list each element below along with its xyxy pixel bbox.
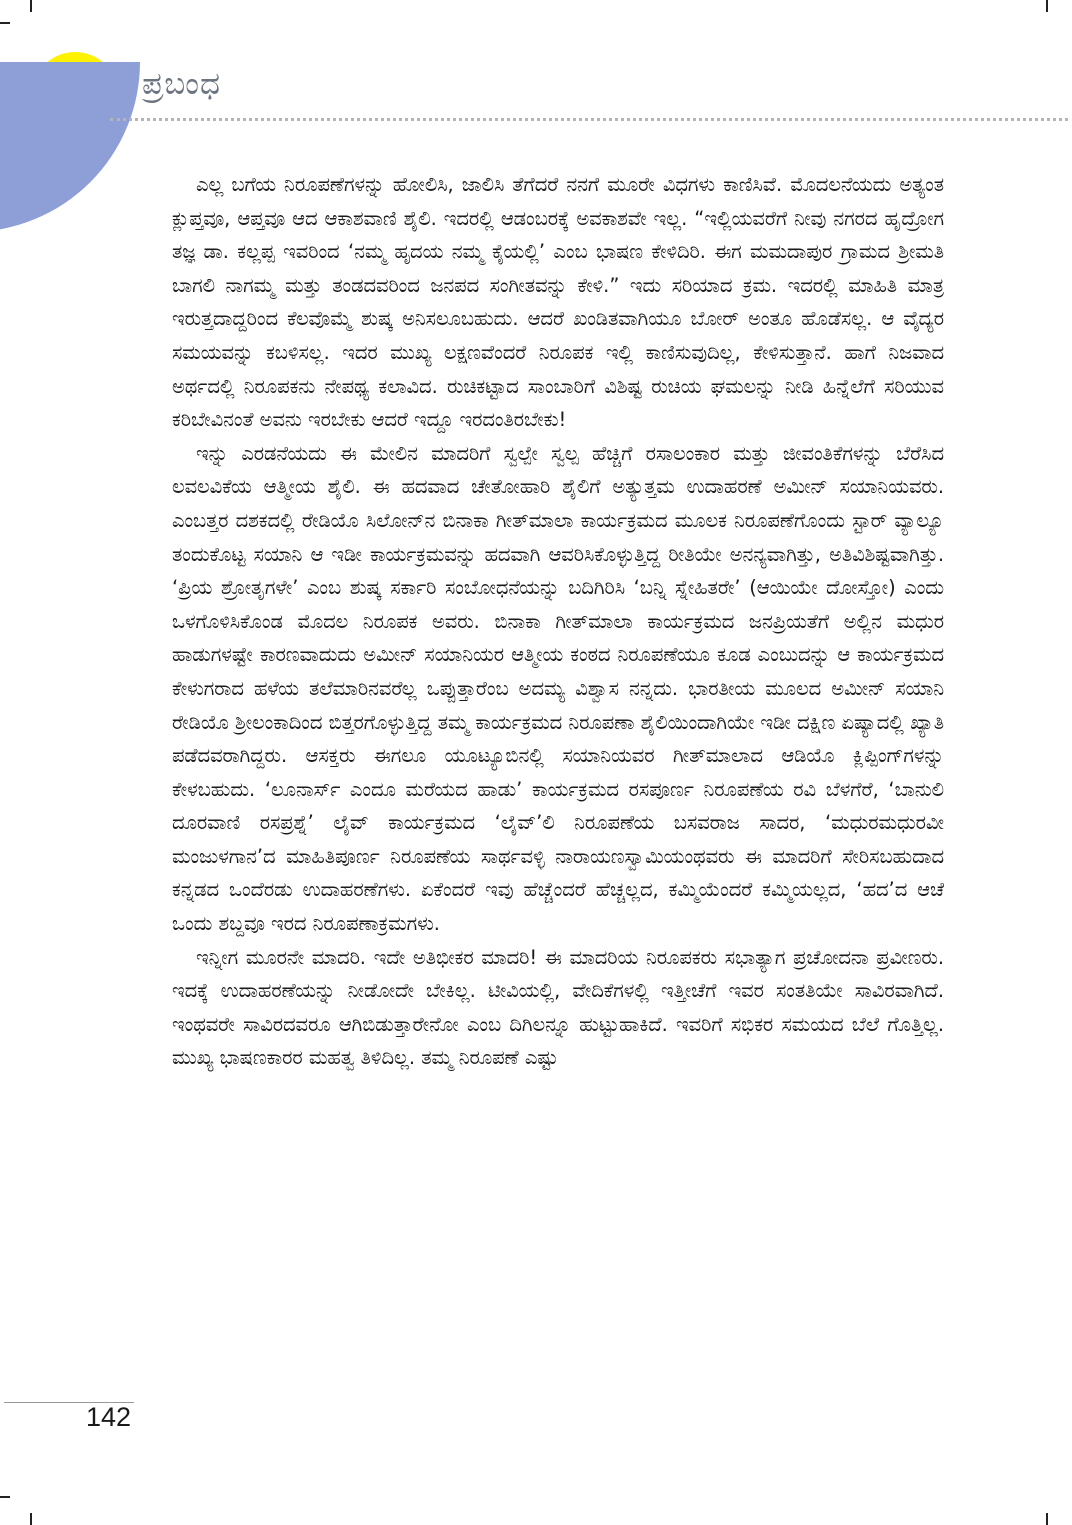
paragraph-3: ಇನ್ನೀಗ ಮೂರನೇ ಮಾದರಿ. ಇದೇ ಅತಿಭೀಕರ ಮಾದರಿ! ಈ ಮಾದರಿಯ ನಿರೂಪಕರು ಸಭಾತ್ಯಾಗ ಪ್ರಚೋದನಾ ಪ್ರವೀಣರು. ಇದಕ್ಕೆ ಉದಾಹರಣೆಯನ್ನು ನೀಡೋದೇ ಬೇಕಿಲ್ಲ. ಟೀವಿಯಲ್ಲಿ, ವೇದಿಕೆಗಳಲ್ಲಿ ಇತ್ತೀಚೆಗೆ ಇವರ ಸಂತತಿಯೇ ಸಾವಿರವಾಗಿದೆ. ಇಂಥವರೇ ಸಾವಿರದವರೂ ಆಗಿಬಿಡುತ್ತಾರೇನೋ ಎಂಬ ದಿಗಿಲನ್ನೂ ಹುಟ್ಟುಹಾಕಿದೆ. ಇವರಿಗೆ ಸಭಿಕರ ಸಮಯದ ಬೆಲೆ ಗೊತ್ತಿಲ್ಲ. ಮುಖ್ಯ ಭಾಷಣಕಾರರ ಮಹತ್ವ ತಿಳಿದಿಲ್ಲ. ತಮ್ಮ ನಿರೂಪಣೆ ಎಷ್ಟು xyxy=(172,945,944,1070)
crop-mark-left-lower xyxy=(0,1496,10,1498)
paragraph-1: ಎಲ್ಲ ಬಗೆಯ ನಿರೂಪಣೆಗಳನ್ನು ಹೋಲಿಸಿ, ಜಾಲಿಸಿ ತೆಗೆದರೆ ನನಗೆ ಮೂರೇ ವಿಧಗಳು ಕಾಣಿಸಿವೆ. ಮೊದಲನೆಯದು ಅತ್ಯಂತ ಕ್ಲುಪ್ತವೂ, ಆಪ್ತವೂ ಆದ ಆಕಾಶವಾಣಿ ಶೈಲಿ. ಇದರಲ್ಲಿ ಆಡಂಬರಕ್ಕೆ ಅವಕಾಶವೇ ಇಲ್ಲ. “ಇಲ್ಲಿಯವರೆಗೆ ನೀವು ನಗರದ ಹೃದ್ರೋಗ ತಜ್ಞ ಡಾ. ಕಲ್ಲಪ್ಪ ಇವರಿಂದ ‘ನಮ್ಮ ಹೃದಯ ನಮ್ಮ ಕೈಯಲ್ಲಿ’ ಎಂಬ ಭಾಷಣ ಕೇಳಿದಿರಿ. ಈಗ ಮಮದಾಪುರ ಗ್ರಾಮದ ಶ್ರೀಮತಿ ಬಾಗಲಿ ನಾಗಮ್ಮ ಮತ್ತು ತಂಡದವರಿಂದ ಜನಪದ ಸಂಗೀತವನ್ನು ಕೇಳಿ.” ಇದು ಸರಿಯಾದ ಕ್ರಮ. ಇದರಲ್ಲಿ ಮಾಹಿತಿ ಮಾತ್ರ ಇರುತ್ತದಾದ್ದರಿಂದ ಕೆಲವೊಮ್ಮೆ ಶುಷ್ಕ ಅನಿಸಲೂಬಹುದು. ಆದರೆ ಖಂಡಿತವಾಗಿಯೂ ಬೋರ್ ಅಂತೂ ಹೊಡೆಸಲ್ಲ. ಆ ವೈದ್ಯರ ಸಮಯವನ್ನು ಕಬಳಿಸಲ್ಲ. ಇದರ ಮುಖ್ಯ ಲಕ್ಷಣವೆಂದರೆ ನಿರೂಪಕ ಇಲ್ಲಿ ಕಾಣಿಸುವುದಿಲ್ಲ, ಕೇಳಿಸುತ್ತಾನೆ. ಹಾಗೆ ನಿಜವಾದ ಅರ್ಥದಲ್ಲಿ ನಿರೂಪಕನು ನೇಪಥ್ಯ ಕಲಾವಿದ. ರುಚಿಕಟ್ಟಾದ ಸಾಂಬಾರಿಗೆ ವಿಶಿಷ್ಟ ರುಚಿಯ ಘಮಲನ್ನು ನೀಡಿ ಹಿನ್ನೆಲೆಗೆ ಸರಿಯುವ ಕರಿಬೇವಿನಂತೆ ಅವನು ಇರಬೇಕು ಆದರೆ ಇದ್ದೂ ಇರದಂತಿರಬೇಕು! xyxy=(172,173,944,432)
article-body xyxy=(172,168,944,1075)
blue-quarter-shape xyxy=(0,62,140,232)
section-title: ಪ್ರಬಂಧ xyxy=(142,66,221,102)
crop-mark-bottom-right xyxy=(1046,1513,1048,1525)
paragraph-2: ಇನ್ನು ಎರಡನೆಯದು ಈ ಮೇಲಿನ ಮಾದರಿಗೆ ಸ್ವಲ್ಪೇ ಸ್ವಲ್ಪ ಹೆಚ್ಚಿಗೆ ರಸಾಲಂಕಾರ ಮತ್ತು ಜೀವಂತಿಕೆಗಳನ್ನು ಬೆರೆಸಿದ ಲವಲವಿಕೆಯ ಆತ್ಮೀಯ ಶೈಲಿ. ಈ ಹದವಾದ ಚೇತೋಹಾರಿ ಶೈಲಿಗೆ ಅತ್ಯುತ್ತಮ ಉದಾಹರಣೆ ಅಮೀನ್ ಸಯಾನಿಯವರು. ಎಂಬತ್ತರ ದಶಕದಲ್ಲಿ ರೇಡಿಯೊ ಸಿಲೋನ್‌ನ ಬಿನಾಕಾ ಗೀತ್‌ಮಾಲಾ ಕಾರ್ಯಕ್ರಮದ ಮೂಲಕ ನಿರೂಪಣೆಗೊಂದು ಸ್ಟಾರ್ ವ್ಯಾಲ್ಯೂ ತಂದುಕೊಟ್ಟ ಸಯಾನಿ ಆ ಇಡೀ ಕಾರ್ಯಕ್ರಮವನ್ನು ಹದವಾಗಿ ಆವರಿಸಿಕೊಳ್ಳುತ್ತಿದ್ದ ರೀತಿಯೇ ಅನನ್ಯವಾಗಿತ್ತು, ಅತಿವಿಶಿಷ್ಟವಾಗಿತ್ತು. ‘ಪ್ರಿಯ ಶ್ರೋತೃಗಳೇ’ ಎಂಬ ಶುಷ್ಕ ಸರ್ಕಾರಿ ಸಂಬೋಧನೆಯನ್ನು ಬದಿಗಿರಿಸಿ ‘ಬನ್ನಿ ಸ್ನೇಹಿತರೇ’ (ಆಯಿಯೇ ದೋಸ್ತೋ) ಎಂದು ಒಳಗೊಳಿಸಿಕೊಂಡ ಮೊದಲ ನಿರೂಪಕ ಅವರು. ಬಿನಾಕಾ ಗೀತ್‌ಮಾಲಾ ಕಾರ್ಯಕ್ರಮದ ಜನಪ್ರಿಯತೆಗೆ ಅಲ್ಲಿನ ಮಧುರ ಹಾಡುಗಳಷ್ಟೇ ಕಾರಣವಾದುದು ಅಮೀನ್ ಸಯಾನಿಯರ ಆತ್ಮೀಯ ಕಂಠದ ನಿರೂಪಣೆಯೂ ಕೂಡ ಎಂಬುದನ್ನು ಆ ಕಾರ್ಯಕ್ರಮದ ಕೇಳುಗರಾದ ಹಳೆಯ ತಲೆಮಾರಿನವರೆಲ್ಲ ಒಪ್ಪುತ್ತಾರೆಂಬ ಅದಮ್ಯ ವಿಶ್ವಾಸ ನನ್ನದು. ಭಾರತೀಯ ಮೂಲದ ಅಮೀನ್ ಸಯಾನಿ ರೇಡಿಯೊ ಶ್ರೀಲಂಕಾದಿಂದ ಬಿತ್ತರಗೊಳ್ಳುತ್ತಿದ್ದ ತಮ್ಮ ಕಾರ್ಯಕ್ರಮದ ನಿರೂಪಣಾ ಶೈಲಿಯಿಂದಾಗಿಯೇ ಇಡೀ ದಕ್ಷಿಣ ಏಷ್ಯಾದಲ್ಲಿ ಖ್ಯಾತಿ ಪಡೆದವರಾಗಿದ್ದರು. ಆಸಕ್ತರು ಈಗಲೂ ಯೂಟ್ಯೂಬಿನಲ್ಲಿ ಸಯಾನಿಯವರ ಗೀತ್‌ಮಾಲಾದ ಆಡಿಯೊ ಕ್ಲಿಪ್ಪಿಂಗ್‌ಗಳನ್ನು ಕೇಳಬಹುದು. ‘ಲೂನಾರ್ಸ್ ಎಂದೂ ಮರೆಯದ ಹಾಡು’ ಕಾರ್ಯಕ್ರಮದ ರಸಪೂರ್ಣ ನಿರೂಪಣೆಯ ರವಿ ಬೆಳಗೆರೆ, ‘ಬಾನುಲಿ ದೂರವಾಣಿ ರಸಪ್ರಶ್ನೆ’ ಲೈವ್ ಕಾರ್ಯಕ್ರಮದ ‘ಲೈವ್’ಲಿ ನಿರೂಪಣೆಯ ಬಸವರಾಜ ಸಾದರ, ‘ಮಧುರಮಧುರವೀ ಮಂಜುಳಗಾನ’ದ ಮಾಹಿತಿಪೂರ್ಣ ನಿರೂಪಣೆಯ ಸಾರ್ಥವಳ್ಳಿ ನಾರಾಯಣಸ್ವಾಮಿಯಂಥವರು ಈ ಮಾದರಿಗೆ ಸೇರಿಸಬಹುದಾದ ಕನ್ನಡದ ಒಂದೆರಡು ಉದಾಹರಣೆಗಳು. ಏಕೆಂದರೆ ಇವು ಹೆಚ್ಚೆಂದರೆ ಹೆಚ್ಚಲ್ಲದ, ಕಮ್ಮಿಯೆಂದರೆ ಕಮ್ಮಿಯಲ್ಲದ, ‘ಹದ’ದ ಆಚೆ ಒಂದು ಶಬ್ದವೂ ಇರದ ನಿರೂಪಣಾಕ್ರಮಗಳು. xyxy=(172,441,944,936)
dotted-divider xyxy=(110,118,1068,121)
crop-mark-top-right xyxy=(1046,0,1048,12)
page-number: 142 xyxy=(86,1402,132,1432)
crop-mark-bottom-left xyxy=(30,1513,32,1525)
